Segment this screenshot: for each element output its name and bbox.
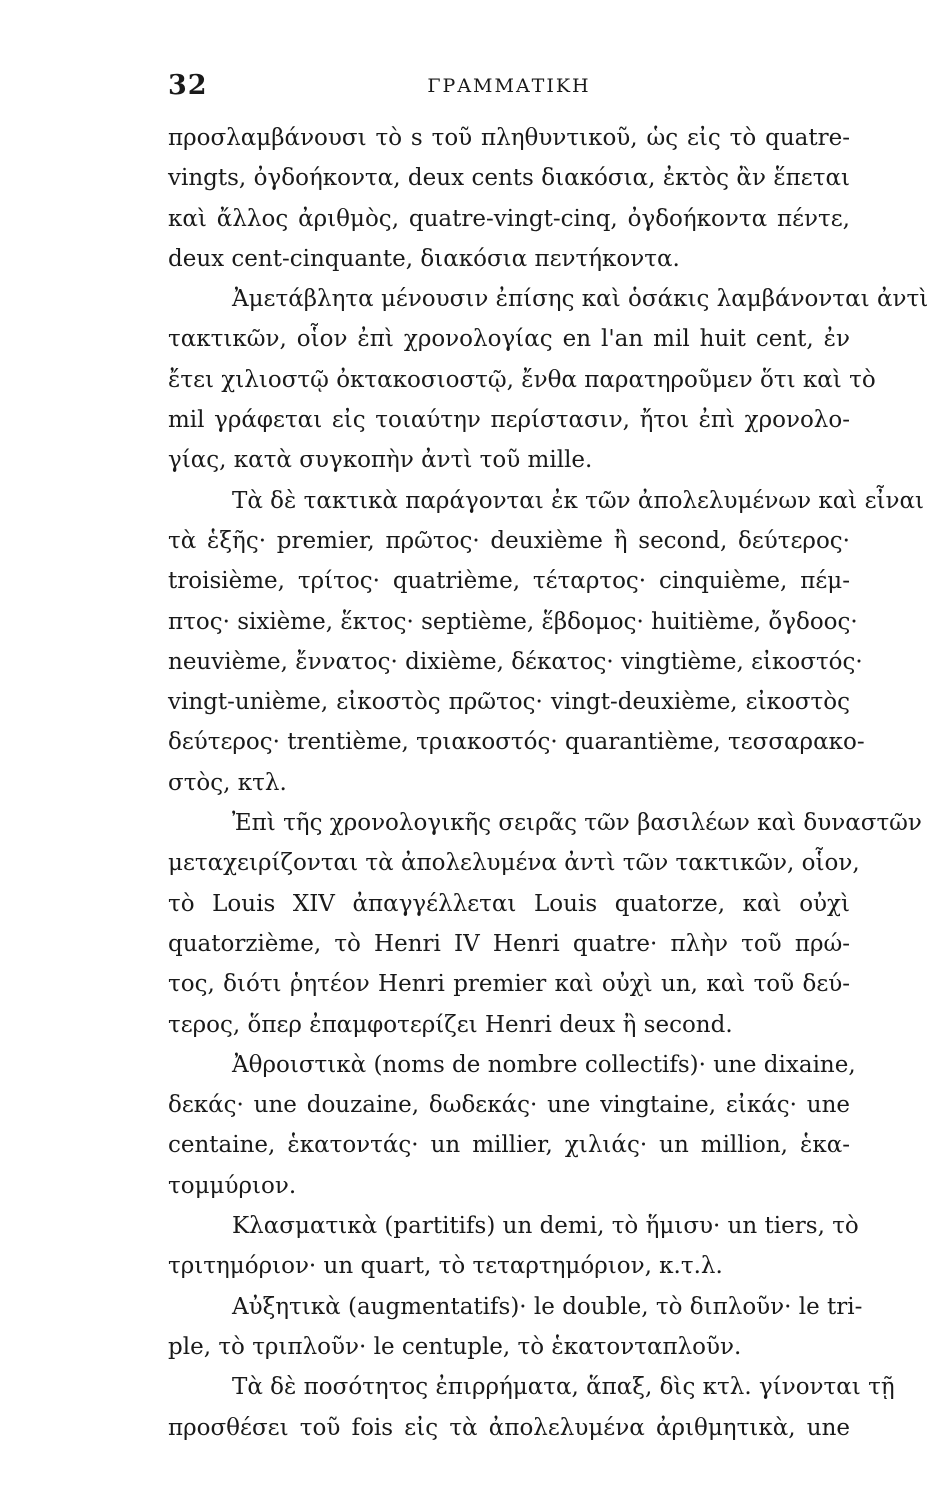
text-line: troisième, τρίτος· quatrième, τέταρτος· cinquième, πέμ- — [168, 568, 850, 595]
text-line: Ἐπὶ τῆς χρονολογικῆς σειρᾶς τῶν βασιλέων καὶ δυναστῶν — [232, 810, 922, 837]
text-line: στὸς, κτλ. — [168, 769, 287, 796]
text-line: vingt-unième, εἰκοστὸς πρῶτος· vingt-deuxième, εἰκοστὸς — [168, 689, 850, 716]
text-line: τὰ ἑξῆς· premier, πρῶτος· deuxième ἢ second, δεύτερος· — [168, 527, 850, 554]
text-line: Κλασματικὰ (partitifs) un demi, τὸ ἥμισυ· un tiers, τὸ — [232, 1213, 859, 1240]
text-line: centaine, ἑκατοντάς· un millier, χιλιάς· un million, ἑκα- — [168, 1132, 850, 1159]
text-line: vingts, ὀγδοήκοντα, deux cents διακόσια, ἐκτὸς ἂν ἕπεται — [168, 165, 850, 192]
text-line: Ἀμετάβλητα μένουσιν ἐπίσης καὶ ὁσάκις λαμβάνονται ἀντὶ — [232, 286, 929, 313]
text-line: τριτημόριον· un quart, τὸ τεταρτημόριον, κ.τ.λ. — [168, 1253, 723, 1280]
text-line: ἔτει χιλιοστῷ ὀκτακοσιοστῷ, ἔνθα παρατηροῦμεν ὅτι καὶ τὸ — [168, 366, 876, 393]
text-line: τὸ Louis XIV ἀπαγγέλλεται Louis quatorze, καὶ οὐχὶ — [168, 890, 850, 917]
text-line: τομμύριον. — [168, 1172, 297, 1199]
text-line: Αὐξητικὰ (augmentatifs)· le double, τὸ διπλοῦν· le tri- — [232, 1293, 863, 1320]
text-line: δεκάς· une douzaine, δωδεκάς· une vingtaine, εἰκάς· une — [168, 1092, 850, 1119]
body-text — [168, 118, 929, 1448]
text-line: quatorzième, τὸ Henri IV Henri quatre· πλὴν τοῦ πρώ- — [168, 930, 850, 957]
text-line: δεύτερος· trentième, τριακοστός· quarantième, τεσσαρακο- — [168, 729, 865, 756]
text-line: mil γράφεται εἰς τοιαύτην περίστασιν, ἤτοι ἐπὶ χρονολο- — [168, 407, 850, 434]
text-line: neuvième, ἔννατος· dixième, δέκατος· vingtième, εἰκοστός· — [168, 648, 863, 675]
page-header — [168, 62, 850, 102]
text-line: πτος· sixième, ἕκτος· septième, ἕβδομος· huitième, ὄγδοος· — [168, 608, 858, 635]
text-line: deux cent-cinquante, διακόσια πεντήκοντα. — [168, 245, 680, 272]
text-line: μεταχειρίζονται τὰ ἀπολελυμένα ἀντὶ τῶν τακτικῶν, οἷον, — [168, 850, 860, 877]
text-line: γίας, κατὰ συγκοπὴν ἀντὶ τοῦ mille. — [168, 447, 593, 474]
text-line: ple, τὸ τριπλοῦν· le centuple, τὸ ἑκατονταπλοῦν. — [168, 1333, 742, 1360]
text-line: προσλαμβάνουσι τὸ s τοῦ πληθυντικοῦ, ὡς εἰς τὸ quatre- — [168, 125, 850, 151]
text-line: Ἀθροιστικὰ (noms de nombre collectifs)· une dixaine, — [232, 1051, 856, 1078]
running-title: ΓΡΑΜΜΑΤΙΚΗ — [427, 75, 591, 97]
page-number: 32 — [168, 70, 208, 101]
text-line: τερος, ὅπερ ἐπαμφοτερίζει Henri deux ἢ second. — [168, 1011, 733, 1038]
text-line: Τὰ δὲ ποσότητος ἐπιρρήματα, ἅπαξ, δὶς κτλ. γίνονται τῇ — [232, 1374, 895, 1401]
text-line: Τὰ δὲ τακτικὰ παράγονται ἐκ τῶν ἀπολελυμένων καὶ εἶναι — [232, 487, 925, 514]
text-line: τος, διότι ῥητέον Henri premier καὶ οὐχὶ un, καὶ τοῦ δεύ- — [168, 971, 850, 998]
text-line: προσθέσει τοῦ fois εἰς τὰ ἀπολελυμένα ἀριθμητικὰ, une — [168, 1414, 850, 1441]
text-line: τακτικῶν, οἷον ἐπὶ χρονολογίας en l'an mil huit cent, ἐν — [168, 326, 850, 353]
text-line: καὶ ἄλλος ἀριθμὸς, quatre-vingt-cinq, ὀγδοήκοντα πέντε, — [168, 205, 850, 232]
